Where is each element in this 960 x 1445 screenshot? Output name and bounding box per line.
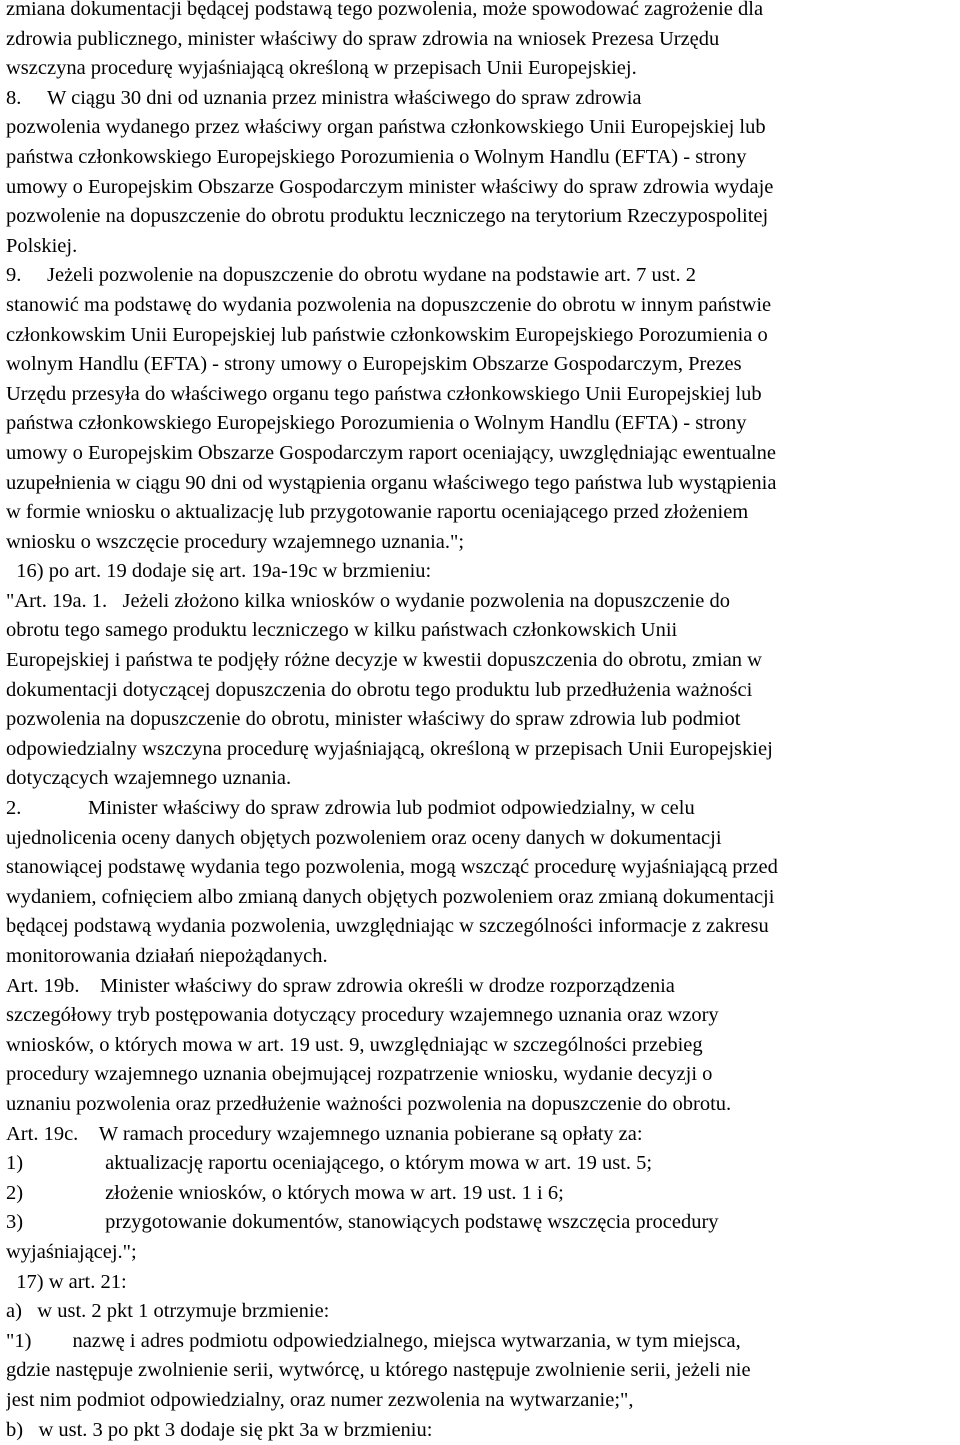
text-line: państwa członkowskiego Europejskiego Porozumienia o Wolnym Handlu (EFTA) - strony (6, 143, 954, 173)
text-line: wolnym Handlu (EFTA) - strony umowy o Europejskim Obszarze Gospodarczym, Prezes (6, 350, 954, 380)
text-line: pozwolenie na dopuszczenie do obrotu produktu leczniczego na terytorium Rzeczypospolitej (6, 202, 954, 232)
amendment-point-16: 16) po art. 19 dodaje się art. 19a-19c w brzmieniu: (6, 557, 954, 587)
text-line: wydaniem, cofnięciem albo zmianą danych objętych pozwoleniem oraz zmianą dokumentacji (6, 883, 954, 913)
amendment-point-17: 17) w art. 21: (6, 1268, 954, 1298)
paragraph-9-start: 9. Jeżeli pozwolenie na dopuszczenie do obrotu wydane na podstawie art. 7 ust. 2 (6, 261, 954, 291)
text-line: uzupełnienia w ciągu 90 dni od wystąpienia organu właściwego tego państwa lub wystąpienia (6, 469, 954, 499)
text-line: ujednolicenia oceny danych objętych pozwoleniem oraz oceny danych w dokumentacji (6, 824, 954, 854)
article-19b-start: Art. 19b. Minister właściwy do spraw zdrowia określi w drodze rozporządzenia (6, 972, 954, 1002)
text-line: szczegółowy tryb postępowania dotyczący procedury wzajemnego uznania oraz wzory (6, 1001, 954, 1031)
text-line: zdrowia publicznego, minister właściwy do spraw zdrowia na wniosek Prezesa Urzędu (6, 25, 954, 55)
text-line: Polskiej. (6, 232, 954, 262)
text-line: dokumentacji dotyczącej dopuszczenia do obrotu tego produktu lub przedłużenia ważności (6, 676, 954, 706)
list-item-1: 1) aktualizację raportu oceniającego, o którym mowa w art. 19 ust. 5; (6, 1149, 954, 1179)
article-19a-paragraph-2: 2. Minister właściwy do spraw zdrowia lub podmiot odpowiedzialny, w celu (6, 794, 954, 824)
text-line: Urzędu przesyła do właściwego organu tego państwa członkowskiego Unii Europejskiej lub (6, 380, 954, 410)
text-line: procedury wzajemnego uznania obejmującej rozpatrzenie wniosku, wydanie decyzji o (6, 1060, 954, 1090)
text-line: w formie wniosku o aktualizację lub przygotowanie raportu oceniającego przed złożeniem (6, 498, 954, 528)
list-item-3: 3) przygotowanie dokumentów, stanowiących podstawę wszczęcia procedury (6, 1208, 954, 1238)
text-line: pozwolenia na dopuszczenie do obrotu, minister właściwy do spraw zdrowia lub podmiot (6, 705, 954, 735)
article-19c-start: Art. 19c. W ramach procedury wzajemnego uznania pobierane są opłaty za: (6, 1120, 954, 1150)
article-19a-start: "Art. 19a. 1. Jeżeli złożono kilka wniosków o wydanie pozwolenia na dopuszczenie do (6, 587, 954, 617)
text-line: pozwolenia wydanego przez właściwy organ państwa członkowskiego Unii Europejskiej lub (6, 113, 954, 143)
text-line: umowy o Europejskim Obszarze Gospodarczym minister właściwy do spraw zdrowia wydaje (6, 173, 954, 203)
text-line: jest nim podmiot odpowiedzialny, oraz numer zezwolenia na wytwarzanie;", (6, 1386, 954, 1416)
quoted-point-1: "1) nazwę i adres podmiotu odpowiedzialnego, miejsca wytwarzania, w tym miejsca, (6, 1327, 954, 1357)
text-line: państwa członkowskiego Europejskiego Porozumienia o Wolnym Handlu (EFTA) - strony (6, 409, 954, 439)
list-item-2: 2) złożenie wniosków, o których mowa w art. 19 ust. 1 i 6; (6, 1179, 954, 1209)
text-line: wniosków, o których mowa w art. 19 ust. 9, uwzględniając w szczególności przebieg (6, 1031, 954, 1061)
text-line: wyjaśniającej."; (6, 1238, 954, 1268)
text-line: stanowiącej podstawę wydania tego pozwolenia, mogą wszcząć procedurę wyjaśniającą przed (6, 853, 954, 883)
text-line: wniosku o wszczęcie procedury wzajemnego uznania."; (6, 528, 954, 558)
text-line: uznaniu pozwolenia oraz przedłużenie ważności pozwolenia na dopuszczenie do obrotu. (6, 1090, 954, 1120)
text-line: dotyczących wzajemnego uznania. (6, 764, 954, 794)
amendment-letter-a: a) w ust. 2 pkt 1 otrzymuje brzmienie: (6, 1297, 954, 1327)
paragraph-8-start: 8. W ciągu 30 dni od uznania przez ministra właściwego do spraw zdrowia (6, 84, 954, 114)
amendment-letter-b: b) w ust. 3 po pkt 3 dodaje się pkt 3a w brzmieniu: (6, 1416, 954, 1445)
text-line: umowy o Europejskim Obszarze Gospodarczym raport oceniający, uwzględniając ewentualne (6, 439, 954, 469)
text-line: Europejskiej i państwa te podjęły różne decyzje w kwestii dopuszczenia do obrotu, zmian w (6, 646, 954, 676)
text-line: monitorowania działań niepożądanych. (6, 942, 954, 972)
text-line: będącej podstawą wydania pozwolenia, uwzględniając w szczególności informacje z zakresu (6, 912, 954, 942)
text-line: członkowskim Unii Europejskiej lub państwie członkowskim Europejskiego Porozumienia o (6, 321, 954, 351)
text-line: stanowić ma podstawę do wydania pozwolenia na dopuszczenie do obrotu w innym państwie (6, 291, 954, 321)
text-line: obrotu tego samego produktu leczniczego w kilku państwach członkowskich Unii (6, 616, 954, 646)
text-line: wszczyna procedurę wyjaśniającą określoną w przepisach Unii Europejskiej. (6, 54, 954, 84)
text-line: gdzie następuje zwolnienie serii, wytwórcę, u którego następuje zwolnienie serii, jeżeli nie (6, 1356, 954, 1386)
text-line: zmiana dokumentacji będącej podstawą tego pozwolenia, może spowodować zagrożenie dla (6, 0, 954, 25)
text-line: odpowiedzialny wszczyna procedurę wyjaśniającą, określoną w przepisach Unii Europejskiej (6, 735, 954, 765)
